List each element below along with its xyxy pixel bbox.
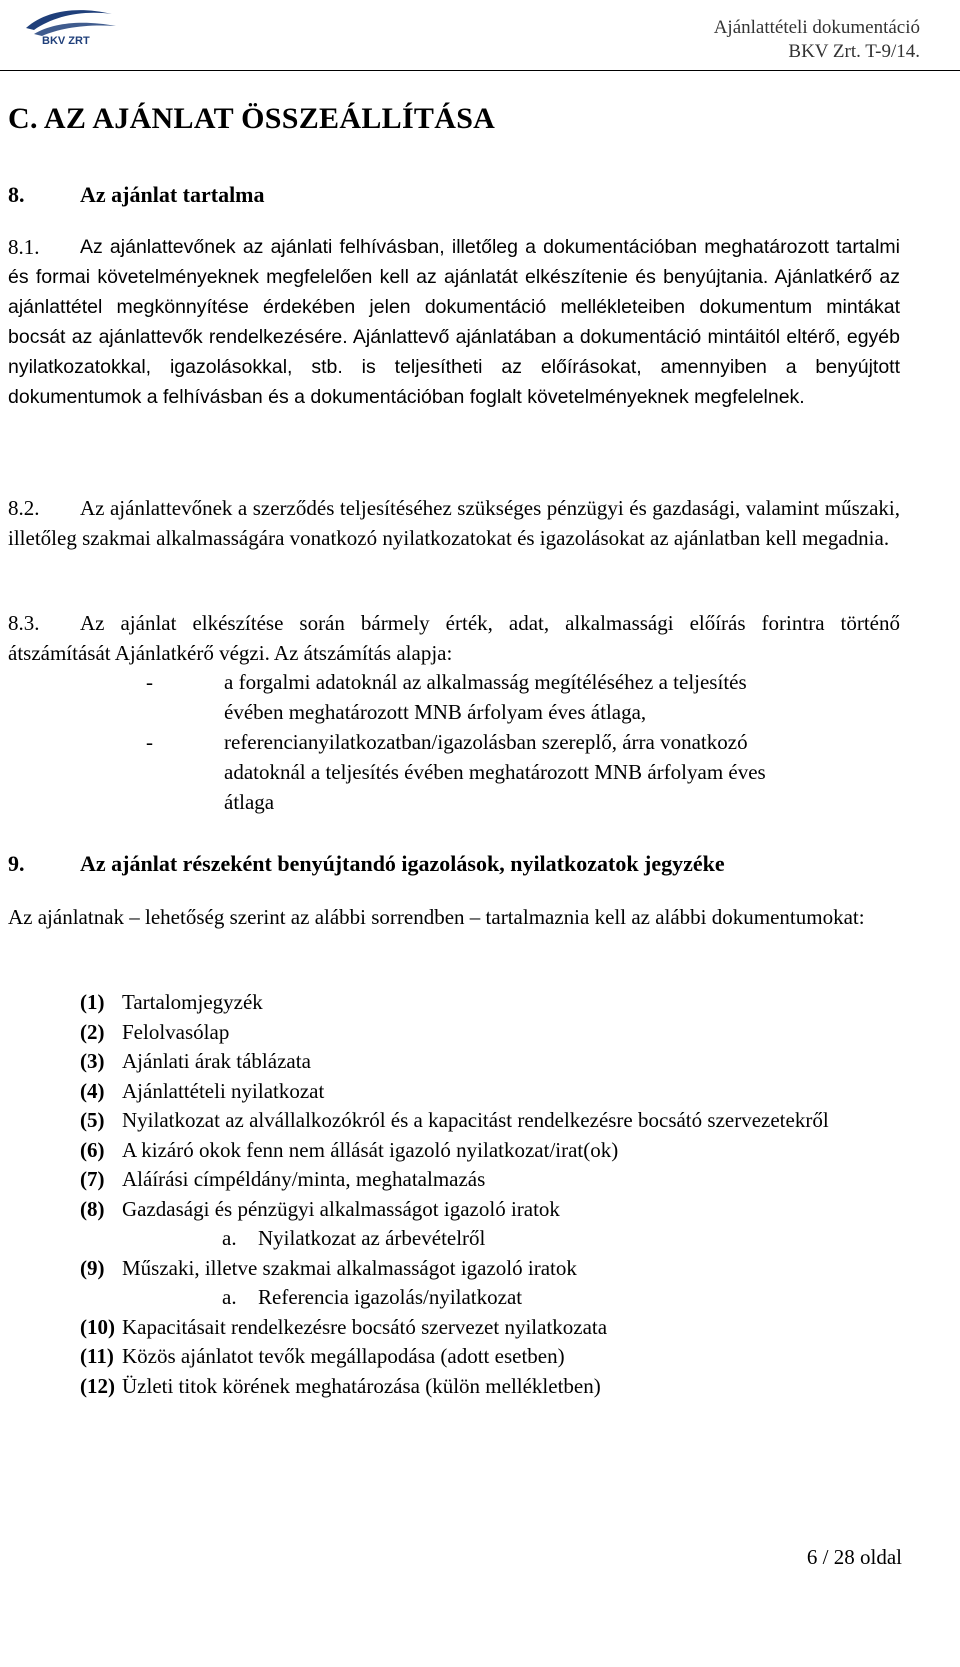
list-item-number: (6) <box>80 1137 105 1162</box>
list-item <box>80 1313 900 1343</box>
list-item <box>80 1342 900 1372</box>
list-item <box>80 1165 900 1195</box>
para-8-2-number: 8.2. <box>8 496 40 520</box>
list-item-number: (1) <box>80 990 105 1014</box>
list-subitem-text: Referencia igazolás/nyilatkozat <box>258 1285 523 1309</box>
list-item <box>80 1018 900 1048</box>
bullet-dash: - <box>146 670 153 694</box>
list-item <box>80 1047 900 1077</box>
list-item <box>80 1372 900 1402</box>
list-item-text: Műszaki, illetve szakmai alkalmasságot igazoló iratok <box>122 1255 577 1280</box>
bullet-text: referencianyilatkozatban/igazolásban szereplő, árra vonatkozó adatoknál a teljesítés évében meghatározott MNB árfolyam éves átlaga <box>224 730 766 814</box>
list-item-number: (9) <box>80 1255 105 1280</box>
list-subitem-letter: a. <box>222 1226 237 1250</box>
list-item-text: Üzleti titok körének meghatározása (külön mellékletben) <box>122 1373 601 1398</box>
list-item <box>80 1077 900 1107</box>
list-item-number: (11) <box>80 1344 114 1368</box>
section-title: C. AZ AJÁNLAT ÖSSZEÁLLÍTÁSA <box>8 102 496 135</box>
bkv-logo <box>20 4 120 46</box>
list-item-number: (4) <box>80 1078 105 1103</box>
page-number: 6 / 28 oldal <box>806 1545 902 1569</box>
list-item-number: (2) <box>80 1019 105 1044</box>
svg-text:BKV ZRT: BKV ZRT <box>42 35 90 46</box>
list-item-text: Közös ajánlatot tevők megállapodása (adott esetben) <box>122 1344 565 1368</box>
list-subitem <box>80 1283 900 1313</box>
list-item-text: Gazdasági és pénzügyi alkalmasságot igazoló iratok <box>122 1196 560 1221</box>
heading-8-title: Az ajánlat tartalma <box>80 182 265 207</box>
heading-8-number: 8. <box>8 182 25 207</box>
heading-9-number: 9. <box>8 851 25 876</box>
list-item <box>80 988 900 1018</box>
list-item-number: (8) <box>80 1196 105 1221</box>
header-doc-ref: BKV Zrt. T-9/14. <box>788 41 920 62</box>
list-subitem <box>80 1224 900 1254</box>
list-item-number: (3) <box>80 1049 105 1073</box>
list-item-text: Ajánlati árak táblázata <box>122 1049 311 1073</box>
para-8-2-text: Az ajánlattevőnek a szerződés teljesítéséhez szükséges pénzügyi és gazdasági, valamint műszaki, illetőleg szakmai alkalmasságára vonatkozó nyilatkozatokat és igazolásokat az ajánlatban kell megadnia. <box>8 496 900 550</box>
para-8-3-text: Az ajánlat elkészítése során bármely érték, adat, alkalmassági előírás forintra történő átszámítását Ajánlatkérő végzi. Az átszámítás alapja: <box>8 611 900 665</box>
list-item <box>80 1106 900 1136</box>
header-divider <box>0 70 960 71</box>
list-subitem-text: Nyilatkozat az árbevételről <box>258 1226 486 1250</box>
list-item-text: Ajánlattételi nyilatkozat <box>122 1078 325 1103</box>
list-item-text: Aláírási címpéldány/minta, meghatalmazás <box>122 1167 486 1191</box>
list-item <box>80 1136 900 1166</box>
list-item-text: Felolvasólap <box>122 1019 230 1044</box>
list-item-number: (7) <box>80 1167 105 1191</box>
list-item <box>80 1254 900 1284</box>
required-documents-list <box>80 988 900 1401</box>
bullet-text: a forgalmi adatoknál az alkalmasság megítéléséhez a teljesítés évében meghatározott MNB árfolyam éves átlaga, <box>224 670 747 724</box>
list-item-text: A kizáró okok fenn nem állását igazoló nyilatkozat/irat(ok) <box>122 1137 619 1162</box>
para-8-1-text: Az ajánlattevőnek az ajánlati felhívásban, illetőleg a dokumentációban meghatározott tartalmi és formai követelményeknek megfelelően kell az ajánlatát elkészítenie és benyújtania. Ajánlatkérő az ajánlattétel megkönnyítése érdekében jelen dokumentáció mellékleteiben dokumentum mintákat bocsát az ajánlattevők rendelkezésére. Ajánlattevő ajánlatában a dokumentáció mintáitól eltérő, egyéb nyilatkozatokkal, igazolásokkal, stb. is teljesítheti az előírásokat, amennyiben a benyújtott dokumentumok a felhívásban és a dokumentációban foglalt követelményeknek megfelelnek. <box>8 236 900 408</box>
list-item-number: (5) <box>80 1108 105 1132</box>
list-item-number: (10) <box>80 1314 115 1339</box>
bullet-dash: - <box>146 730 153 754</box>
list-item-text: Tartalomjegyzék <box>122 990 263 1014</box>
list-item-number: (12) <box>80 1373 115 1398</box>
list-item-text: Nyilatkozat az alvállalkozókról és a kapacitást rendelkezésre bocsátó szervezetekről <box>122 1108 829 1132</box>
header-doc-title: Ajánlattételi dokumentáció <box>713 17 920 38</box>
heading-9-title: Az ajánlat részeként benyújtandó igazolások, nyilatkozatok jegyzéke <box>80 851 725 876</box>
para-8-3-number: 8.3. <box>8 611 40 635</box>
bullet-item <box>146 667 846 727</box>
list-item <box>80 1195 900 1225</box>
document-header <box>714 16 920 64</box>
list-subitem-letter: a. <box>222 1285 237 1309</box>
section-9-intro: Az ajánlatnak – lehetőség szerint az alábbi sorrendben – tartalmaznia kell az alábbi dokumentumokat: <box>8 905 865 929</box>
list-item-text: Kapacitásait rendelkezésre bocsátó szervezet nyilatkozata <box>122 1314 608 1339</box>
para-8-1-number: 8.1. <box>8 235 40 259</box>
bullet-item <box>146 727 846 817</box>
